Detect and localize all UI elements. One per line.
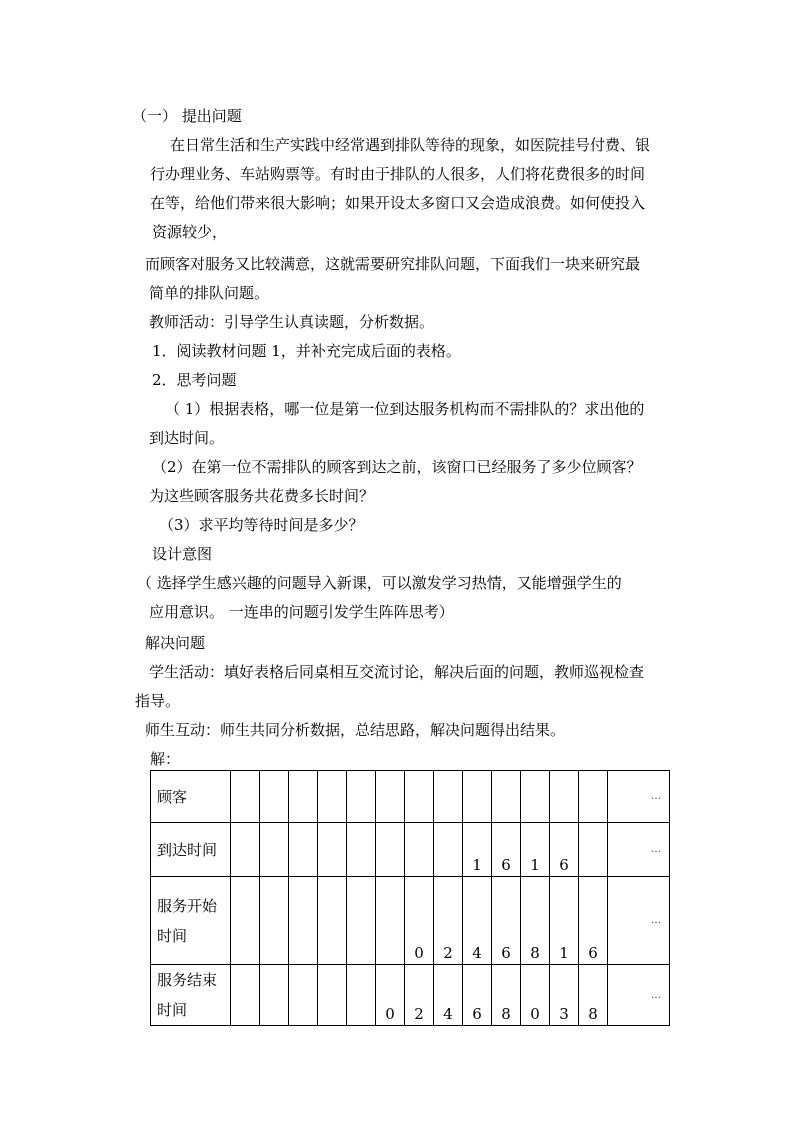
paragraph-line: 在等，给他们带来很大影响；如果开设太多窗口又会造成浪费。如何使投入 <box>150 194 646 212</box>
paragraph-line: 学生活动：填好表格后同桌相互交流讨论，解决后面的问题，教师巡视检查 <box>149 663 645 681</box>
table-cell <box>260 771 289 823</box>
paragraph-line: 师生互动：师生共同分析数据，总结思路，解决问题得出结果。 <box>145 721 566 739</box>
table-cell <box>463 771 492 823</box>
paragraph-line: 解决问题 <box>145 634 206 652</box>
table-cell: 8 <box>492 965 521 1026</box>
table-cell <box>289 823 318 877</box>
paragraph-line: （ 选择学生感兴趣的问题导入新课，可以激发学习热情，又能增强学生的 <box>137 574 622 592</box>
table-cell: 6 <box>492 823 521 877</box>
table-cell <box>579 823 608 877</box>
ellipsis-cell: … <box>608 965 670 1026</box>
table-cell: 4 <box>463 877 492 965</box>
table-row-arrival <box>151 823 670 877</box>
paragraph-line: 在日常生活和生产实践中经常遇到排队等待的现象，如医院挂号付费、银 <box>170 136 651 154</box>
table-cell <box>376 823 405 877</box>
paragraph-line: 教师活动：引导学生认真读题，分析数据。 <box>149 313 435 331</box>
paragraph-line: 设计意图 <box>152 545 213 563</box>
paragraph-line: 简单的排队问题。 <box>149 284 270 302</box>
table-cell: 6 <box>550 823 579 877</box>
table-cell: 4 <box>434 965 463 1026</box>
table-cell: 0 <box>376 965 405 1026</box>
table-cell <box>376 877 405 965</box>
paragraph-line: 应用意识。 一连串的问题引发学生阵阵思考） <box>149 603 454 621</box>
table-cell <box>260 877 289 965</box>
section-heading: （一） 提出问题 <box>132 107 242 125</box>
table-cell <box>550 771 579 823</box>
table-cell: 1 <box>463 823 492 877</box>
solution-label: 解： <box>150 750 181 768</box>
table-cell: 6 <box>463 965 492 1026</box>
table-cell <box>260 823 289 877</box>
paragraph-line: （ 1）根据表格，哪一位是第一位到达服务机构而不需排队的？求出他的 <box>165 400 645 418</box>
row-label: 服务开始时间 <box>151 877 231 965</box>
ellipsis-cell: … <box>608 877 670 965</box>
table-row-customer <box>151 771 670 823</box>
table-cell <box>405 771 434 823</box>
paragraph-line: 资源较少， <box>152 223 228 241</box>
table-cell <box>376 771 405 823</box>
table-cell: 1 <box>550 877 579 965</box>
table-cell <box>492 771 521 823</box>
table-cell: 8 <box>521 877 550 965</box>
table-cell <box>318 823 347 877</box>
row-label: 服务结束时间 <box>151 965 231 1026</box>
table-cell: 6 <box>492 877 521 965</box>
table-cell: 0 <box>405 877 434 965</box>
table-cell <box>289 965 318 1026</box>
table-cell: 1 <box>521 823 550 877</box>
table-cell: 3 <box>550 965 579 1026</box>
table-row-service-end <box>151 965 670 1026</box>
ellipsis-cell: … <box>608 823 670 877</box>
paragraph-line: 1．阅读教材问题 1，并补充完成后面的表格。 <box>152 342 461 360</box>
paragraph-line: 指导。 <box>135 692 181 710</box>
table-cell <box>579 771 608 823</box>
paragraph-line: （3）求平均等待时间是多少？ <box>159 516 364 534</box>
table-cell <box>347 823 376 877</box>
table-cell: 2 <box>434 877 463 965</box>
paragraph-line: 为这些顾客服务共花费多长时间？ <box>149 487 375 505</box>
table-cell: 0 <box>521 965 550 1026</box>
table-cell <box>231 965 260 1026</box>
table-cell <box>347 877 376 965</box>
table-cell <box>521 771 550 823</box>
table-cell <box>318 771 347 823</box>
table-cell <box>318 965 347 1026</box>
table-cell <box>434 771 463 823</box>
row-label: 顾客 <box>151 771 231 823</box>
paragraph-line: 行办理业务、车站购票等。有时由于排队的人很多，人们将花费很多的时间 <box>150 165 646 183</box>
ellipsis-cell: … <box>608 771 670 823</box>
table-cell <box>231 823 260 877</box>
table-cell <box>260 965 289 1026</box>
row-label: 到达时间 <box>151 823 231 877</box>
table-cell: 8 <box>579 965 608 1026</box>
table-row-service-start <box>151 877 670 965</box>
paragraph-line: 而顾客对服务又比较满意，这就需要研究排队问题，下面我们一块来研究最 <box>145 255 641 273</box>
queue-table <box>150 770 670 1026</box>
table-cell: 6 <box>579 877 608 965</box>
table-cell <box>289 771 318 823</box>
table-cell <box>231 877 260 965</box>
table-cell <box>347 965 376 1026</box>
paragraph-line: 2．思考问题 <box>152 371 237 389</box>
table-cell <box>434 823 463 877</box>
paragraph-line: （2）在第一位不需排队的顾客到达之前，该窗口已经服务了多少位顾客？ <box>152 458 642 476</box>
paragraph-line: 到达时间。 <box>149 429 225 447</box>
table-cell <box>405 823 434 877</box>
table-cell <box>289 877 318 965</box>
table-cell: 2 <box>405 965 434 1026</box>
table-cell <box>231 771 260 823</box>
table-cell <box>347 771 376 823</box>
table-cell <box>318 877 347 965</box>
